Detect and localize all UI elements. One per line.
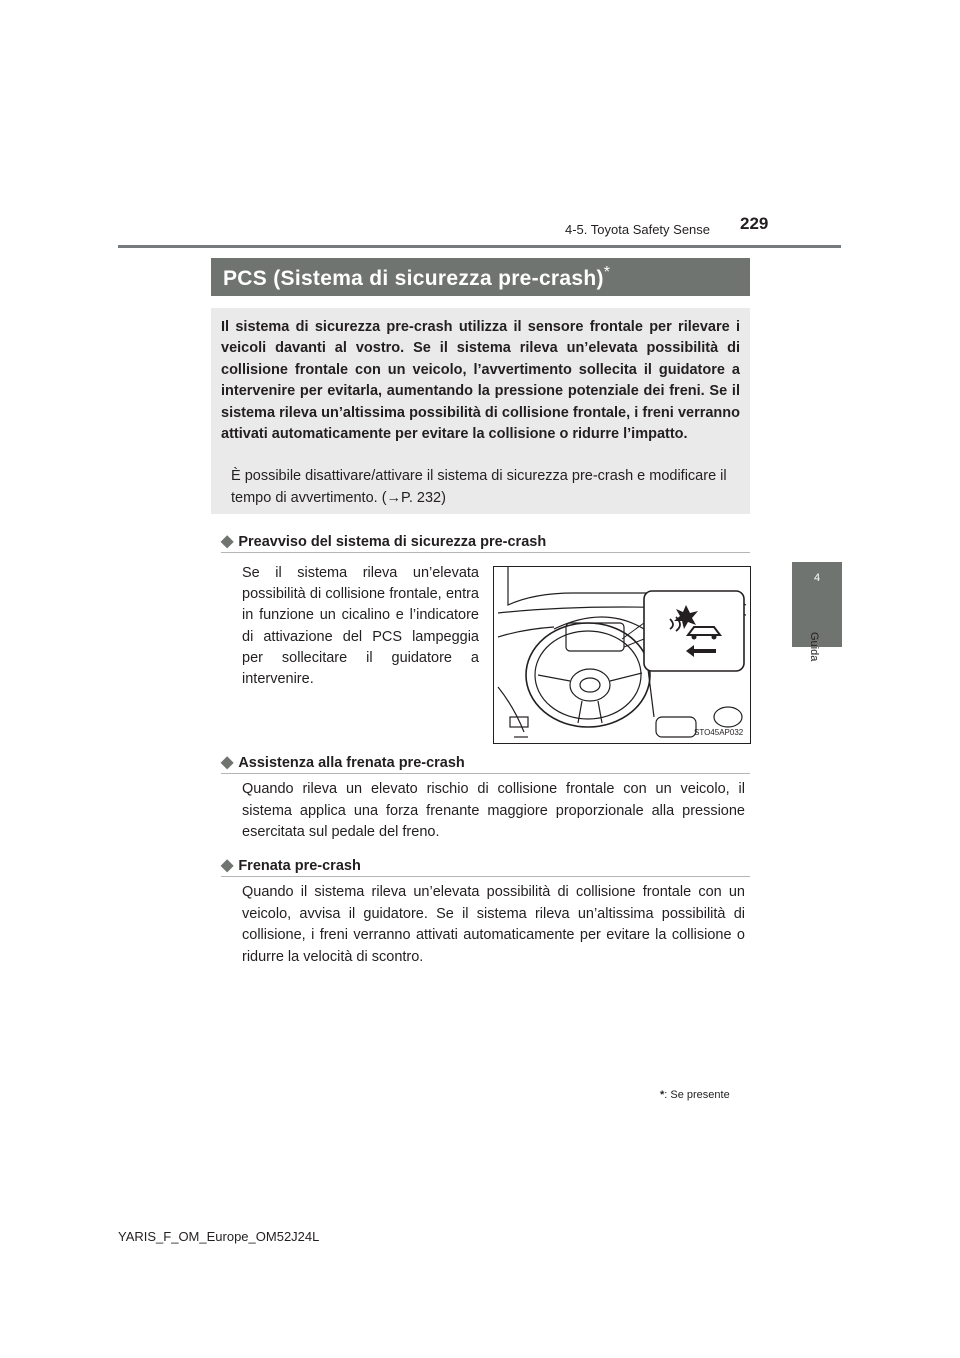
page-title [223,264,610,291]
title-banner [211,258,750,296]
header-rule [118,245,841,248]
footnote-text: : Se presente [664,1089,730,1101]
footnote [660,1089,730,1101]
intro-note: È possibile disattivare/attivare il sistema di sicurezza pre-crash e modificare il tempo di avvertimento. (→P. 232) [231,468,727,506]
chapter-number: 4 [813,572,821,584]
section-rule [221,773,750,774]
diagram-code: STO45AP032 [694,728,744,737]
page-number: 229 [740,214,769,233]
section-rule [221,552,750,553]
asterisk-icon: * [660,1089,665,1101]
diamond-bullet-icon: ◆ [221,857,234,874]
section-heading-frenata [221,855,361,875]
section-title: 4-5. Toyota Safety Sense [565,222,711,237]
diamond-bullet-icon: ◆ [221,754,234,771]
dashboard-drawing [494,567,750,743]
section-heading-text: Assistenza alla frenata pre-crash [238,755,465,771]
section-heading-preavviso [221,531,546,551]
diamond-bullet-icon: ◆ [221,533,234,550]
section-text-preavviso: Se il sistema rileva un’elevata possibilità di collisione frontale, entra in funzione un cicalino e l’indicatore di attivazione del PCS lampeggia per sollecitare il guidatore a intervenire. [242,565,479,688]
section-text-frenata: Quando il sistema rileva un’elevata possibilità di collisione frontale con un veicolo, avvisa il guidatore. Se il sistema rileva un’altissima possibilità di collisione, i freni verranno attivati automaticamente per evitare la collisione o ridurre la velocità di scontro. [242,884,745,965]
dashboard-illustration [493,566,751,744]
document-code: YARIS_F_OM_Europe_OM52J24L [118,1229,320,1244]
section-heading-text: Frenata pre-crash [238,858,361,874]
section-text-assistenza: Quando rileva un elevato rischio di collisione frontale con un veicolo, il sistema applica una forza frenante maggiore proporzionale alla pressione esercitata sul pedale del freno. [242,781,745,841]
page-title-text: PCS (Sistema di sicurezza pre-crash) [223,267,604,290]
chapter-label: Guida [808,632,820,662]
intro-box [211,308,750,514]
section-heading-text: Preavviso del sistema di sicurezza pre-crash [238,534,547,550]
intro-text: Il sistema di sicurezza pre-crash utilizza il sensore frontale per rilevare i veicoli davanti al vostro. Se il sistema rileva un’elevata possibilità di collisione frontale con un veicolo, l’avvertimento sollecita il guidatore a intervenire per evitarla, aumentando la pressione potenziale dei freni. Se il sistema rileva un’altissima possibilità di collisione frontale, i freni verranno attivati automaticamente per evitare la collisione o ridurre l’impatto. [221,319,740,443]
section-rule [221,876,750,877]
section-heading-assistenza [221,752,465,772]
optional-marker: * [603,264,611,281]
